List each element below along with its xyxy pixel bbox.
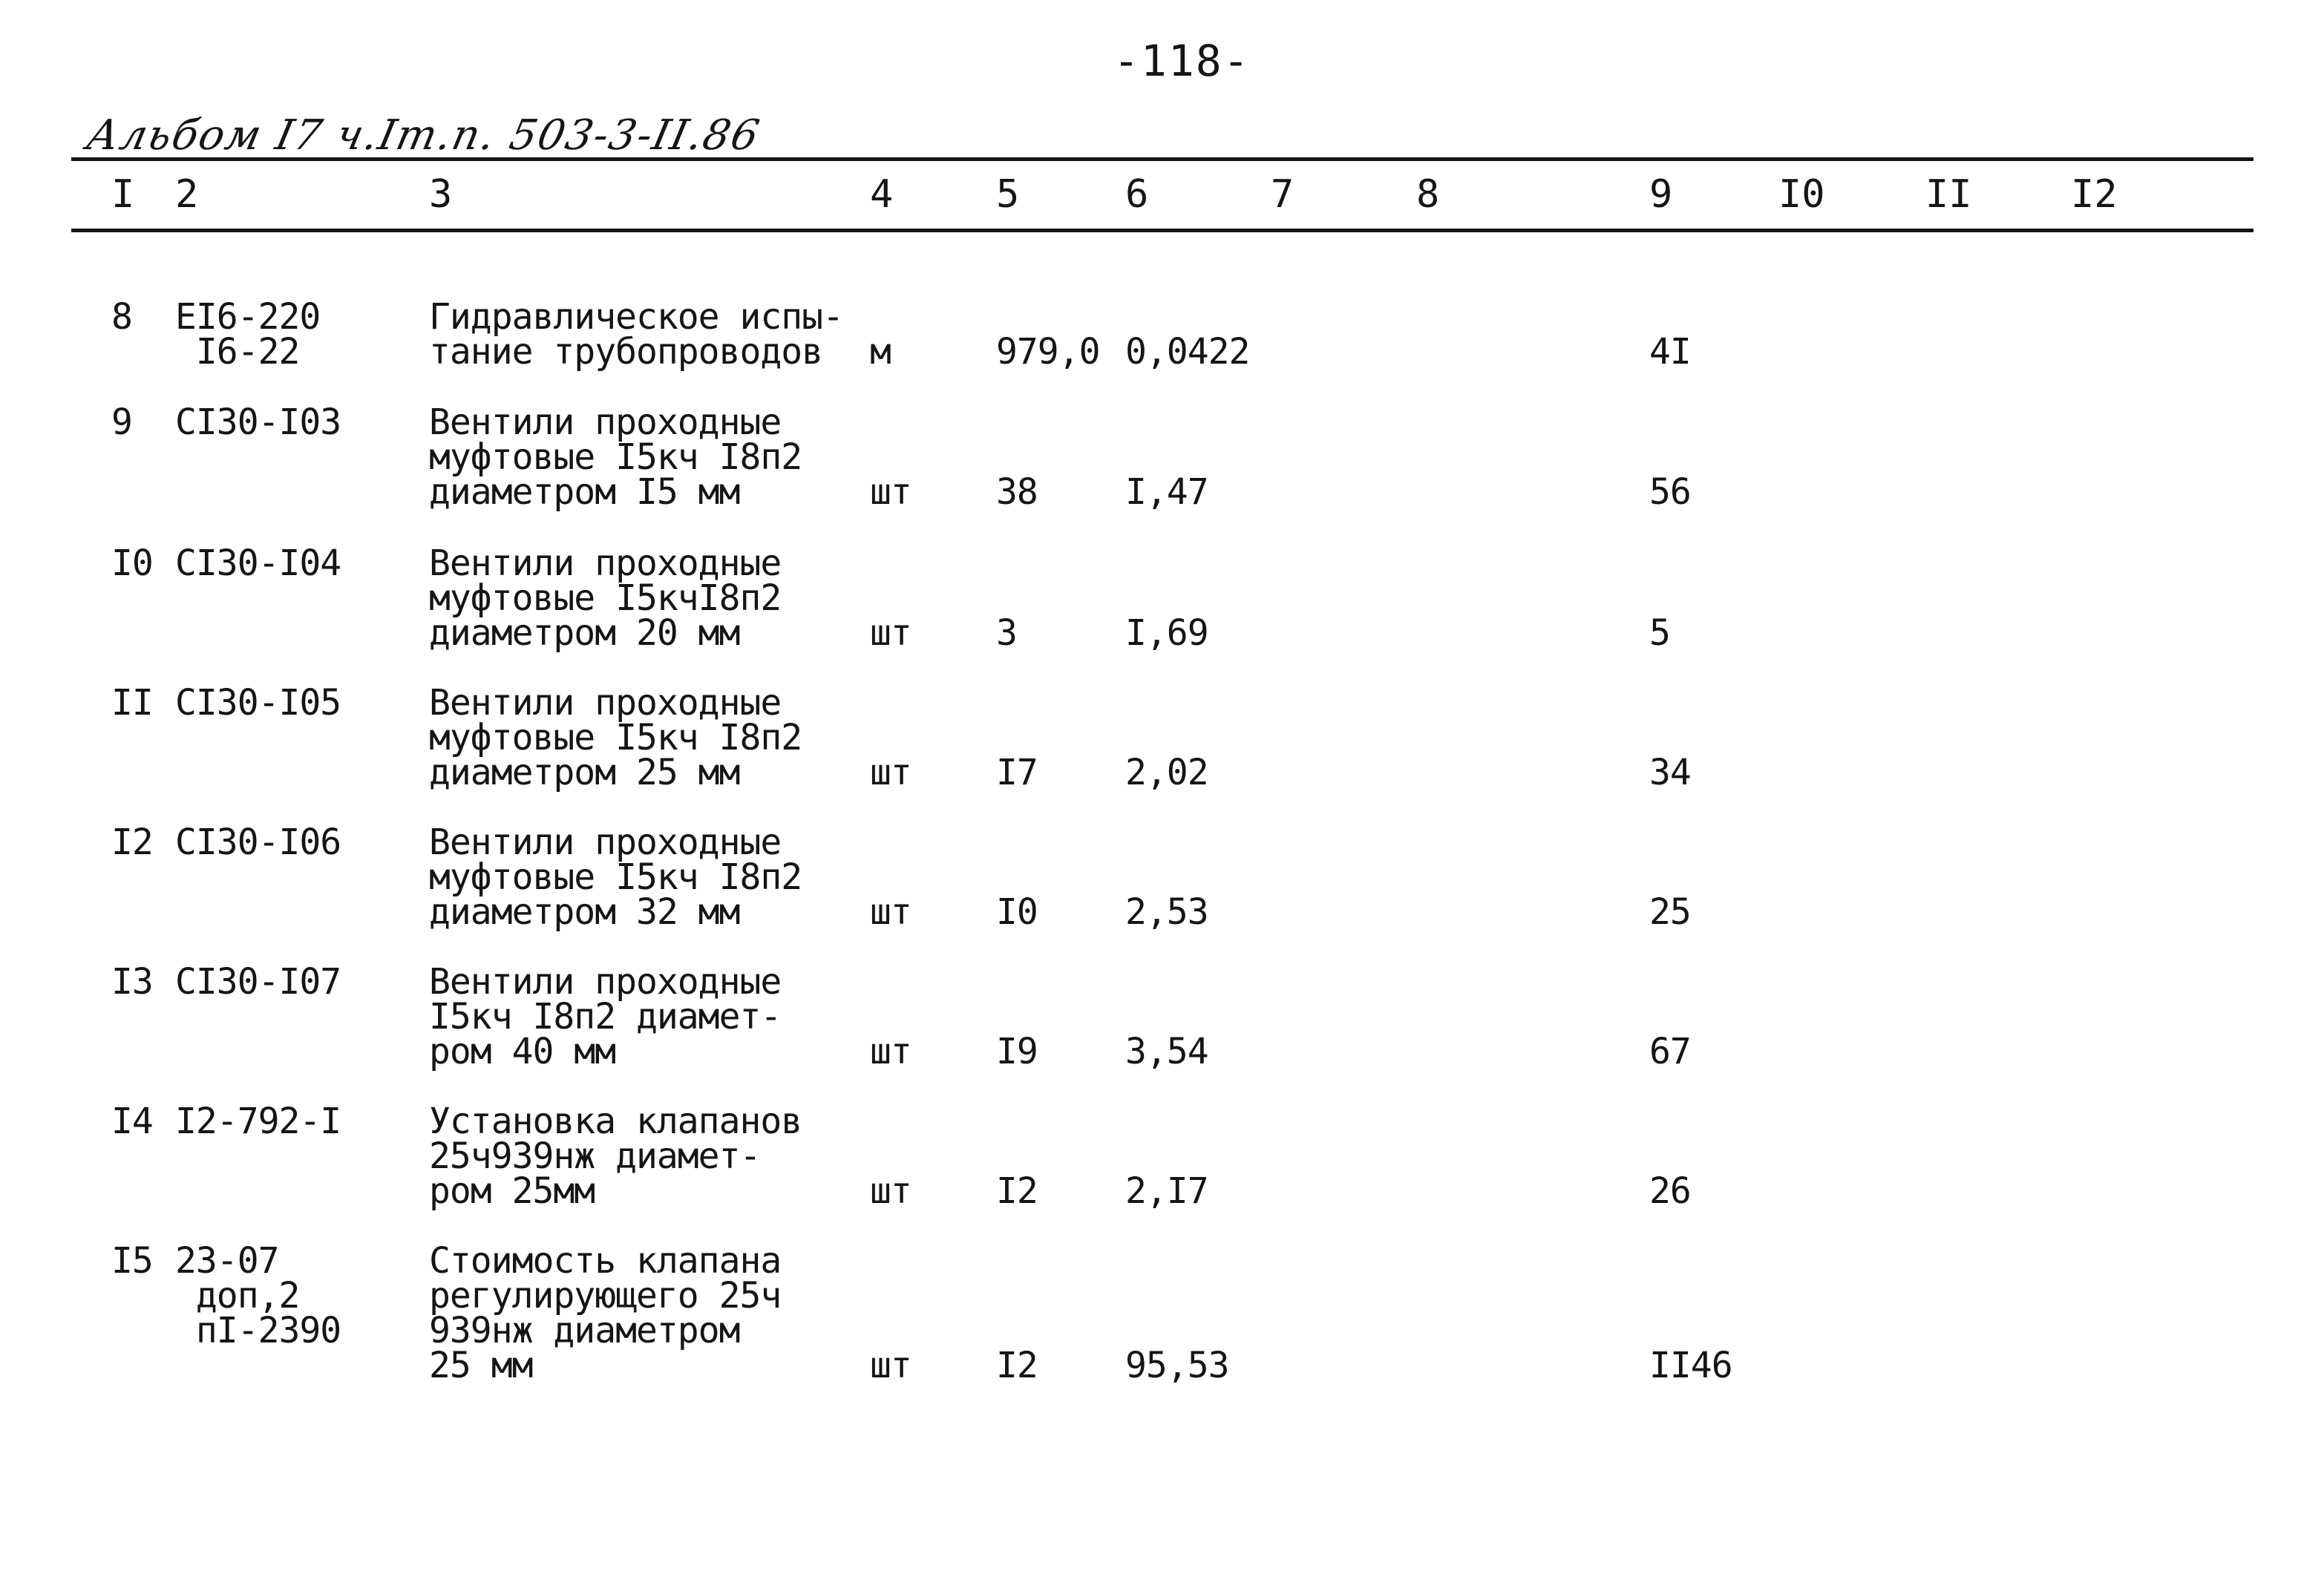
row-quantity: 3 [996,612,1017,654]
row-description: Вентили проходные I5кч I8п2 диамет- ром 40 мм [429,961,782,1072]
row-number: I5 [111,1240,153,1282]
row-code: I2-792-I [175,1101,341,1142]
row-quantity: I2 [996,1345,1038,1386]
header-rule-top [71,157,2253,161]
row-unit-price: 2,02 [1125,752,1208,793]
row-code: CI30-I07 [175,961,341,1003]
column-header-3: 3 [429,172,453,217]
row-unit-price: 2,I7 [1125,1170,1208,1212]
column-header-7: 7 [1271,172,1294,217]
row-number: I2 [111,822,153,863]
row-unit: шт [870,752,911,793]
row-number: 9 [111,401,132,443]
row-total: 56 [1649,471,1691,513]
column-header-4: 4 [870,172,894,217]
row-code: CI30-I05 [175,682,341,724]
row-quantity: 979,0 [996,331,1100,373]
row-unit-price: 0,0422 [1125,331,1250,373]
row-unit: шт [870,1170,911,1212]
column-header-1: I [111,172,135,217]
column-header-9: 9 [1649,172,1673,217]
column-header-10: I0 [1778,172,1825,217]
row-number: I0 [111,542,153,584]
row-total: 25 [1649,891,1691,933]
row-number: II [111,682,153,724]
page-number: -118- [1113,36,1251,86]
row-total: 34 [1649,752,1691,793]
row-description: Стоимость клапана регулирующего 25ч 939нж диаметром 25 мм [429,1240,782,1386]
row-total: II46 [1649,1345,1732,1386]
row-unit-price: 2,53 [1125,891,1208,933]
row-code: CI30-I06 [175,822,341,863]
column-header-12: I2 [2071,172,2118,217]
row-number: I3 [111,961,153,1003]
column-header-11: II [1925,172,1972,217]
row-total: 67 [1649,1031,1691,1072]
column-header-2: 2 [175,172,199,217]
row-unit-price: I,69 [1125,612,1208,654]
row-description: Вентили проходные муфтовые I5кч I8п2 диаметром 32 мм [429,822,802,933]
row-unit: шт [870,1031,911,1072]
row-number: 8 [111,296,132,338]
row-description: Установка клапанов 25ч939нж диамет- ром 25мм [429,1101,802,1212]
row-unit: шт [870,612,911,654]
row-total: 4I [1649,331,1691,373]
row-unit: м [870,331,891,373]
row-unit-price: I,47 [1125,471,1208,513]
row-unit-price: 95,53 [1125,1345,1229,1386]
row-unit: шт [870,891,911,933]
row-code: CI30-I03 [175,401,341,443]
row-quantity: I7 [996,752,1038,793]
row-number: I4 [111,1101,153,1142]
column-header-8: 8 [1416,172,1440,217]
row-description: Вентили проходные муфтовые I5кч I8п2 диаметром 25 мм [429,682,802,793]
row-total: 5 [1649,612,1670,654]
row-unit-price: 3,54 [1125,1031,1208,1072]
row-quantity: I2 [996,1170,1038,1212]
row-total: 26 [1649,1170,1691,1212]
row-unit: шт [870,471,911,513]
row-unit: шт [870,1345,911,1386]
row-quantity: 38 [996,471,1038,513]
row-quantity: I9 [996,1031,1038,1072]
row-description: Вентили проходные муфтовые I5кч I8п2 диаметром I5 мм [429,401,802,513]
row-description: Вентили проходные муфтовые I5кчI8п2 диаметром 20 мм [429,542,782,654]
header-rule-bottom [71,229,2253,232]
row-quantity: I0 [996,891,1038,933]
row-code: EI6-220 I6-22 [175,296,321,373]
album-reference: Альбом I7 ч.Iт.п. 503-3-II.86 [82,111,765,160]
row-code: CI30-I04 [175,542,341,584]
row-description: Гидравлическое испы- тание трубопроводов [429,296,843,373]
row-code: 23-07 доп,2 пI-2390 [175,1240,341,1351]
column-header-6: 6 [1125,172,1149,217]
column-header-5: 5 [996,172,1020,217]
